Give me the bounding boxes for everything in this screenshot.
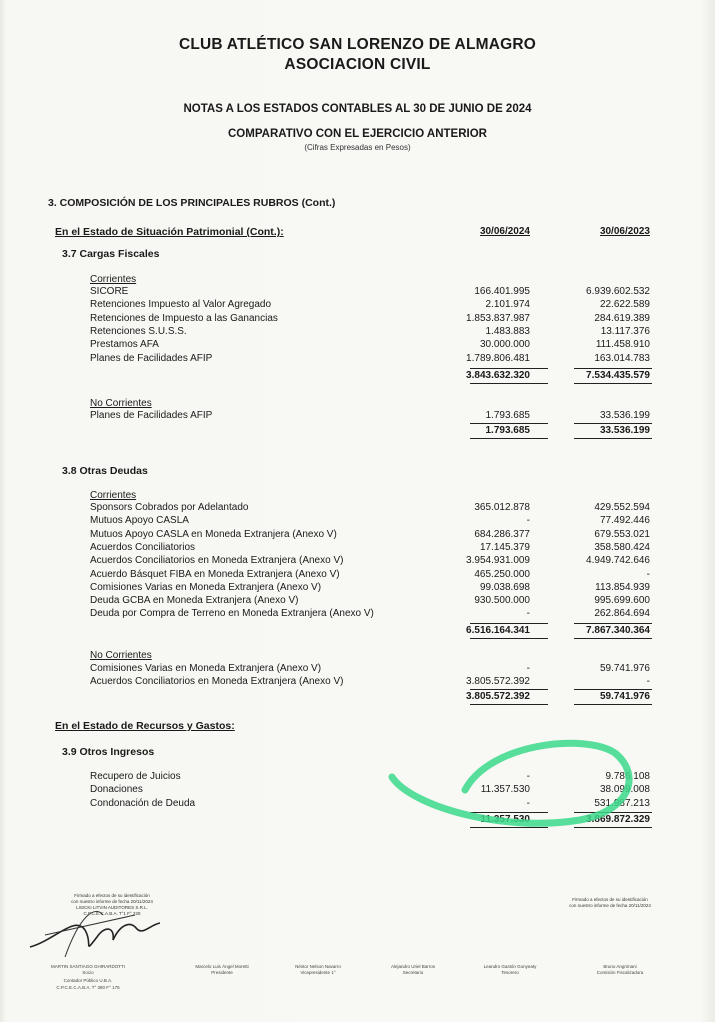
rule: [574, 638, 652, 639]
row-value-2024: -: [526, 771, 530, 782]
row-label: Acuerdos Conciliatorios: [90, 541, 196, 553]
cargas-no-corrientes-label: No Corrientes: [90, 398, 152, 409]
row-value-2023: 163.014.783: [594, 352, 650, 364]
row-label: SICORE: [90, 286, 129, 297]
section-title: 3. COMPOSICIÓN DE LOS PRINCIPALES RUBROS (Cont.): [48, 197, 336, 209]
club-name: CLUB ATLÉTICO SAN LORENZO DE ALMAGRO: [178, 36, 537, 53]
row-label: Deuda GCBA en Moneda Extranjera (Anexo V): [90, 595, 299, 607]
signatory-role: Vicepresidente 1°: [300, 970, 336, 975]
rule: [470, 423, 548, 424]
row-label: Acuerdos Conciliatorios en Moneda Extranjera (Anexo V): [90, 676, 344, 688]
row-value-2024: -: [526, 663, 530, 674]
row-label: Sponsors Cobrados por Adelantado: [90, 502, 249, 513]
row-label: Comisiones Varias en Moneda Extranjera (Anexo V): [90, 663, 322, 674]
rule: [574, 383, 652, 384]
signatory-role: Comisión Fiscalizadora: [596, 970, 644, 975]
stamp-line: con nuestro informe de fecha 20/11/2024: [71, 899, 153, 904]
stamp-line: con nuestro informe de fecha 20/11/2024: [569, 903, 651, 908]
row-value-2024: 1.853.837.987: [466, 312, 530, 324]
row-value-2023: 679.553.021: [594, 528, 650, 540]
row-value-2023: -: [646, 676, 650, 688]
signatory-role: Tesorero: [501, 970, 519, 975]
row-value-2024: 11.357.530: [480, 784, 530, 796]
rule: [470, 638, 548, 639]
rule: [574, 704, 652, 705]
handwritten-signature: [25, 885, 185, 965]
entity-name: ASOCIACION CIVIL: [284, 56, 431, 73]
ingresos-total-2023: 3.869.872.329: [586, 814, 650, 825]
deudas-corrientes-total-2024: 6.516.164.341: [466, 625, 530, 636]
row-value-2023: 38.099.008: [599, 784, 650, 796]
row-label: Retenciones de Impuesto a las Ganancias: [90, 312, 278, 324]
row-value-2024: 1.483.883: [485, 325, 530, 337]
row-value-2024: 684.286.377: [474, 528, 530, 540]
row-value-2024: -: [526, 515, 530, 527]
cargas-corrientes-total-2023: 7.534.435.579: [586, 370, 650, 381]
signatory-role: Socio: [82, 970, 94, 975]
row-value-2024: 2.101.974: [485, 299, 530, 311]
row-value-2023: 33.536.199: [599, 410, 650, 421]
row-label: Recupero de Juicios: [90, 771, 181, 782]
row-value-2024: 17.145.379: [479, 541, 530, 553]
row-value-2023: 113.854.939: [595, 581, 650, 593]
signatory-role: Secretario: [402, 970, 424, 975]
row-value-2023: 531.987.213: [594, 797, 650, 809]
row-value-2024: 166.401.995: [474, 286, 530, 297]
rule: [470, 368, 548, 369]
row-label: Retenciones S.U.S.S.: [90, 325, 187, 337]
row-value-2024: 465.250.000: [474, 568, 530, 580]
row-value-2023: 358.580.424: [594, 541, 650, 553]
row-value-2023: 995.699.600: [594, 595, 650, 607]
cargas-no-corrientes-total-2024: 1.793.685: [485, 425, 530, 436]
otros-ingresos-title: 3.9 Otros Ingresos: [62, 746, 155, 758]
row-label: Mutuos Apoyo CASLA en Moneda Extranjera (Anexo V): [90, 528, 337, 540]
notes-title: NOTAS A LOS ESTADOS CONTABLES AL 30 DE JUNIO DE 2024: [183, 103, 532, 115]
row-value-2023: 6.939.602.532: [586, 286, 650, 297]
rule: [470, 438, 548, 439]
deudas-no-corrientes-total-2023: 59.741.976: [599, 691, 650, 702]
row-value-2024: 3.954.931.009: [466, 555, 530, 567]
row-value-2023: 262.864.694: [594, 608, 650, 620]
row-label: Donaciones: [90, 784, 143, 796]
row-value-2023: 13.117.376: [600, 325, 650, 337]
stamp-line: C.P.C.E.C.A.B.A. T°1 F° 228: [83, 911, 141, 916]
deudas-no-corrientes-label: No Corrientes: [90, 650, 152, 661]
row-value-2023: 9.786.108: [605, 771, 650, 782]
rule: [470, 383, 548, 384]
row-value-2023: 111.458.910: [595, 339, 650, 351]
signatory-role: Presidente: [211, 970, 233, 975]
signature-stroke: [45, 911, 135, 957]
row-value-2024: -: [526, 608, 530, 620]
right-stamp: [545, 897, 675, 909]
row-label: Acuerdos Conciliatorios en Moneda Extranjera (Anexo V): [90, 555, 344, 567]
row-label: Retenciones Impuesto al Valor Agregado: [90, 299, 272, 311]
rule: [470, 704, 548, 705]
comparative-title: COMPARATIVO CON EL EJERCICIO ANTERIOR: [228, 128, 487, 140]
signatory-name: Leandro Gastón Gonyeaty: [483, 964, 537, 969]
deudas-corrientes-total-2023: 7.867.340.364: [586, 625, 650, 636]
signatory-detail: Contador Público U.B.A.: [63, 978, 113, 983]
deudas-no-corrientes-total-2024: 3.805.572.392: [466, 691, 530, 702]
row-value-2023: 77.492.446: [599, 515, 650, 527]
row-value-2023: 429.552.594: [594, 502, 650, 513]
stamp-line: Firmado a efectos de su identificación: [74, 893, 150, 898]
row-value-2023: 284.619.389: [594, 312, 650, 324]
row-value-2023: 4.949.742.646: [586, 555, 650, 567]
results-subtitle: En el Estado de Recursos y Gastos:: [55, 720, 235, 732]
deudas-corrientes-label: Corrientes: [90, 490, 137, 501]
column-header-2024: 30/06/2024: [479, 226, 530, 237]
row-value-2024: 3.805.572.392: [466, 676, 530, 688]
signatory-detail: C.P.C.E.C.A.B.A. T° 380 F° 175: [56, 985, 120, 990]
rule: [470, 623, 548, 624]
rule: [574, 623, 652, 624]
row-label: Acuerdo Básquet FIBA en Moneda Extranjera (Anexo V): [90, 568, 340, 580]
signatory-name: Alejandro Uriel Barros: [390, 964, 436, 969]
row-label: Prestamos AFA: [90, 339, 159, 351]
row-value-2024: 1.793.685: [485, 410, 530, 421]
signatory-name: Néstor Nelson Navarro: [295, 964, 341, 969]
rule: [574, 438, 652, 439]
otras-deudas-title: 3.8 Otras Deudas: [62, 465, 148, 477]
ingresos-total-2024: 11.357.530: [480, 814, 530, 825]
green-circle-stroke: [392, 743, 629, 823]
row-value-2024: 930.500.000: [474, 595, 530, 607]
signatory-name: Bruno Angrimani: [603, 964, 637, 969]
balance-subtitle: En el Estado de Situación Patrimonial (Cont.):: [55, 226, 284, 238]
row-value-2023: 22.622.589: [599, 299, 650, 311]
cargas-corrientes-total-2024: 3.843.632.320: [466, 370, 530, 381]
green-circle-annotation: [380, 735, 650, 840]
column-header-2023: 30/06/2023: [599, 226, 650, 237]
rule: [470, 689, 548, 690]
row-label: Planes de Facilidades AFIP: [90, 410, 213, 421]
row-label: Deuda por Compra de Terreno en Moneda Extranjera (Anexo V): [90, 608, 374, 620]
signatory-name: MARTIN SANTIAGO GHIRARDOTTI: [51, 964, 125, 969]
row-value-2024: 365.012.878: [474, 502, 530, 513]
stamp-line: LISICKI LITVIN AUDITORES S.R.L.: [76, 905, 148, 910]
row-value-2024: 99.038.698: [479, 581, 530, 593]
cargas-corrientes-label: Corrientes: [90, 274, 137, 285]
row-value-2024: -: [526, 797, 530, 809]
row-value-2023: 59.741.976: [599, 663, 650, 674]
stamp-line: Firmado a efectos de su identificación: [572, 897, 648, 902]
rule: [574, 689, 652, 690]
rule: [574, 423, 652, 424]
cargas-no-corrientes-total-2023: 33.536.199: [599, 425, 650, 436]
rule: [574, 368, 652, 369]
row-label: Planes de Facilidades AFIP: [90, 352, 213, 364]
row-label: Comisiones Varias en Moneda Extranjera (Anexo V): [90, 581, 322, 593]
cargas-fiscales-title: 3.7 Cargas Fiscales: [62, 248, 160, 260]
row-value-2024: 30.000.000: [479, 339, 530, 351]
row-value-2023: -: [646, 568, 650, 580]
row-label: Condonación de Deuda: [90, 797, 196, 809]
figures-note: (Cifras Expresadas en Pesos): [304, 143, 411, 152]
signatory-name: Marcelo Luis Ángel Moretti: [195, 964, 249, 969]
row-value-2024: 1.789.806.481: [466, 352, 530, 364]
row-label: Mutuos Apoyo CASLA: [90, 515, 189, 527]
signature-stroke: [30, 923, 160, 947]
